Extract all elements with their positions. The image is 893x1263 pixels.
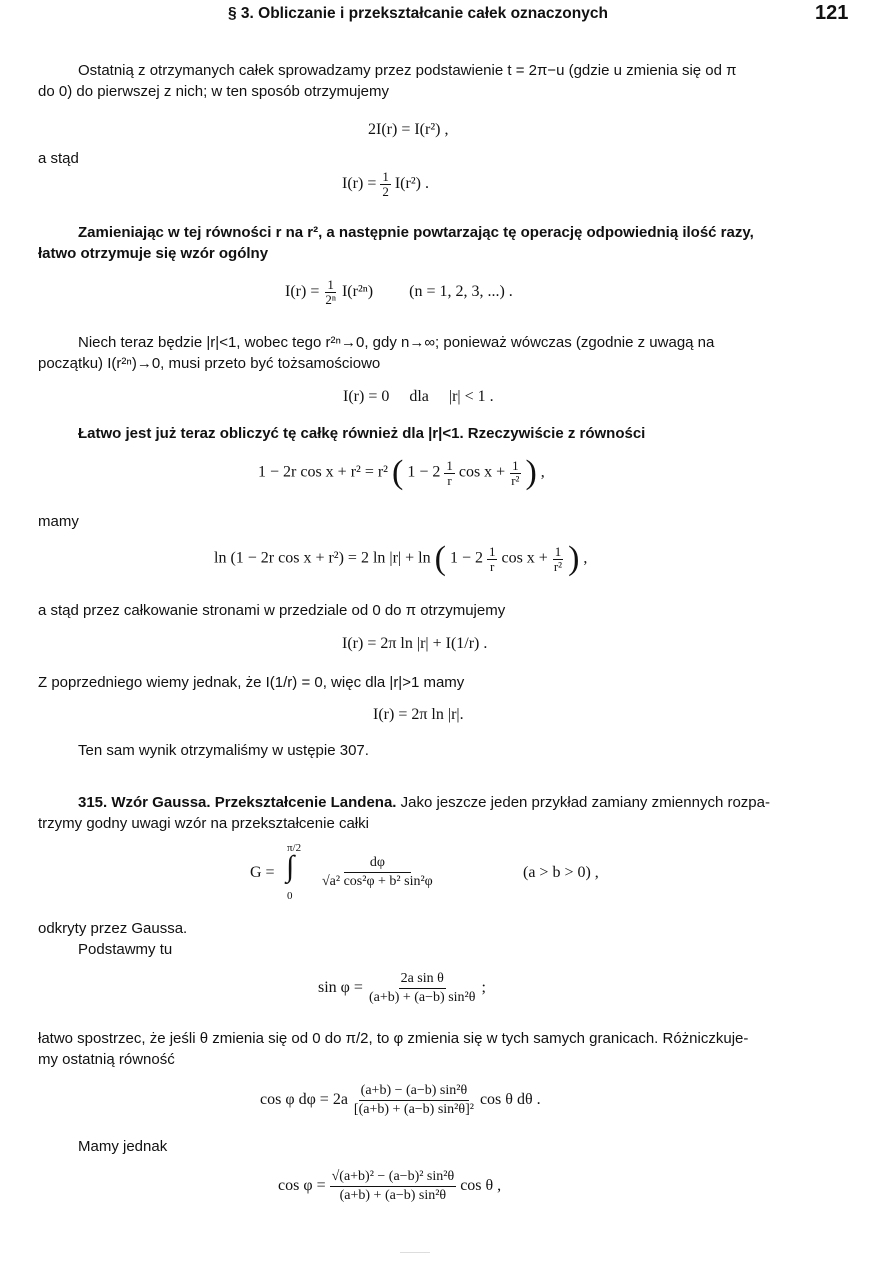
equation-3 <box>285 278 513 307</box>
eq-part: cos x + <box>501 549 548 567</box>
frac-den: (a+b) + (a−b) sin²θ <box>368 990 476 1005</box>
integral-lower-limit: 0 <box>287 890 293 902</box>
fraction <box>509 459 521 488</box>
frac-den: r <box>490 558 495 574</box>
paragraph-line: Niech teraz będzie |r|<1, wobec tego r²ⁿ→0, gdy n→∞; ponieważ wówczas (zgodnie z uwagą na <box>78 334 715 351</box>
equation-12 <box>278 1168 501 1205</box>
eq-lhs: cos φ dφ = 2a <box>260 1091 348 1109</box>
frac-den: 2ⁿ <box>325 292 336 307</box>
fraction <box>330 1168 457 1205</box>
fraction <box>320 854 435 891</box>
fraction <box>487 545 498 574</box>
eq-part: cos x + <box>458 463 506 481</box>
frac-num: dφ <box>344 854 411 873</box>
equation-11 <box>260 1082 541 1119</box>
frac-den: [(a+b) + (a−b) sin²θ]² <box>353 1102 474 1117</box>
page-number: 121 <box>815 2 849 24</box>
eq-rhs: cos θ , <box>460 1177 502 1195</box>
frac-den: r <box>447 472 452 488</box>
paragraph-line: a stąd <box>38 150 79 167</box>
eq-rhs: cos θ dθ . <box>479 1091 541 1109</box>
frac-num: 1 <box>512 457 519 473</box>
fraction <box>444 459 455 488</box>
frac-num: 2a sin θ <box>399 970 446 989</box>
paragraph-line: Ostatnią z otrzymanych całek sprowadzamy przez podstawienie t = 2π−u (gdzie u zmienia się od π <box>78 62 737 79</box>
fraction <box>352 1082 476 1119</box>
paragraph-line: odkryty przez Gaussa. <box>38 920 188 937</box>
frac-num: 1 <box>327 277 334 292</box>
equation-10 <box>318 970 486 1007</box>
paragraph-line: Ten sam wynik otrzymaliśmy w ustępie 307. <box>78 742 369 759</box>
eq-part: 1 − 2 <box>449 549 483 567</box>
frac-num: 1 <box>382 169 389 184</box>
fraction <box>380 170 391 199</box>
eq-lhs: sin φ = <box>318 979 363 997</box>
page-header <box>0 2 893 29</box>
paragraph-line: łatwo otrzymuje się wzór ogólny <box>38 245 269 262</box>
frac-num: 1 <box>554 543 562 559</box>
equation-4: I(r) = 0 dla |r| < 1 . <box>343 388 494 405</box>
equation-2 <box>342 170 429 199</box>
eq-condition: (n = 1, 2, 3, ...) . <box>409 283 513 301</box>
left-paren: ( <box>434 540 446 577</box>
paragraph-line: Z poprzedniego wiemy jednak, że I(1/r) = 0, więc dla |r|>1 mamy <box>38 674 465 691</box>
running-title: § 3. Obliczanie i przekształcanie całek oznaczonych <box>228 5 608 22</box>
frac-den: 2 <box>382 184 389 199</box>
frac-den: (a+b) + (a−b) sin²θ <box>339 1188 447 1203</box>
eq-end: , <box>583 549 588 567</box>
equation-1: 2I(r) = I(r²) , <box>368 121 449 138</box>
eq-end: ; <box>481 979 486 997</box>
eq-rhs: I(r²ⁿ) <box>341 283 374 301</box>
paragraph-line: Mamy jednak <box>78 1138 168 1155</box>
eq-end: , <box>540 463 545 481</box>
equation-6 <box>214 542 587 576</box>
frac-den: r² <box>511 472 520 488</box>
equation-8: I(r) = 2π ln |r|. <box>373 706 464 723</box>
integral-sign: ∫ <box>286 850 295 883</box>
frac-den: √a² cos²φ + b² sin²φ <box>322 874 433 889</box>
right-paren: ) <box>568 540 580 577</box>
fraction <box>323 278 338 307</box>
eq-lhs: ln (1 − 2r cos x + r²) = 2 ln |r| + ln <box>214 549 431 567</box>
equation-9 <box>250 842 670 906</box>
paragraph-line: my ostatnią równość <box>38 1051 175 1068</box>
eq-lhs: I(r) = <box>342 175 377 193</box>
fraction <box>552 545 564 574</box>
left-paren: ( <box>391 454 404 491</box>
paragraph-line: Zamieniając w tej równości r na r², a następnie powtarzając tę operację odpowiednią ilość razy, <box>78 224 754 241</box>
paragraph-line: a stąd przez całkowanie stronami w przedziale od 0 do π otrzymujemy <box>38 602 506 619</box>
paragraph-line: początku) I(r²ⁿ)→0, musi przeto być tożsamościowo <box>38 355 381 372</box>
paragraph-text: Jako jeszcze jeden przykład zamiany zmiennych rozpa- <box>396 794 770 811</box>
paragraph-line: Łatwo jest już teraz obliczyć tę całkę również dla |r|<1. Rzeczywiście z równości <box>78 425 646 442</box>
frac-den: r² <box>553 558 563 574</box>
eq-lhs: 1 − 2r cos x + r² = r² <box>258 463 388 481</box>
paragraph-line: do 0) do pierwszej z nich; w ten sposób otrzymujemy <box>38 83 389 100</box>
paragraph-line: łatwo spostrzec, że jeśli θ zmienia się od 0 do π/2, to φ zmienia się w tych samych granicach. Różniczkuje- <box>38 1030 749 1047</box>
paragraph-line: Podstawmy tu <box>78 941 173 958</box>
bottom-mark <box>400 1252 430 1253</box>
equation-7: I(r) = 2π ln |r| + I(1/r) . <box>342 635 488 652</box>
eq-lhs: G = <box>250 864 275 881</box>
eq-lhs: I(r) = <box>285 283 320 301</box>
section-315-line <box>78 792 770 813</box>
section-heading: 315. Wzór Gaussa. Przekształcenie Landena. <box>78 794 397 811</box>
frac-num: √(a+b)² − (a−b)² sin²θ <box>330 1168 457 1187</box>
eq-rhs: I(r²) . <box>394 175 429 193</box>
eq-condition: (a > b > 0) , <box>523 864 599 881</box>
paragraph-line: trzymy godny uwagi wzór na przekształcenie całki <box>38 815 369 832</box>
frac-num: (a+b) − (a−b) sin²θ <box>359 1082 470 1101</box>
frac-num: 1 <box>488 543 496 559</box>
frac-num: 1 <box>446 457 453 473</box>
paragraph-line: mamy <box>38 513 79 530</box>
eq-part: 1 − 2 <box>407 463 441 481</box>
fraction <box>367 970 478 1007</box>
equation-5 <box>258 456 545 490</box>
eq-lhs: cos φ = <box>278 1177 326 1195</box>
integral-upper-limit: π/2 <box>287 842 302 854</box>
right-paren: ) <box>525 454 537 491</box>
